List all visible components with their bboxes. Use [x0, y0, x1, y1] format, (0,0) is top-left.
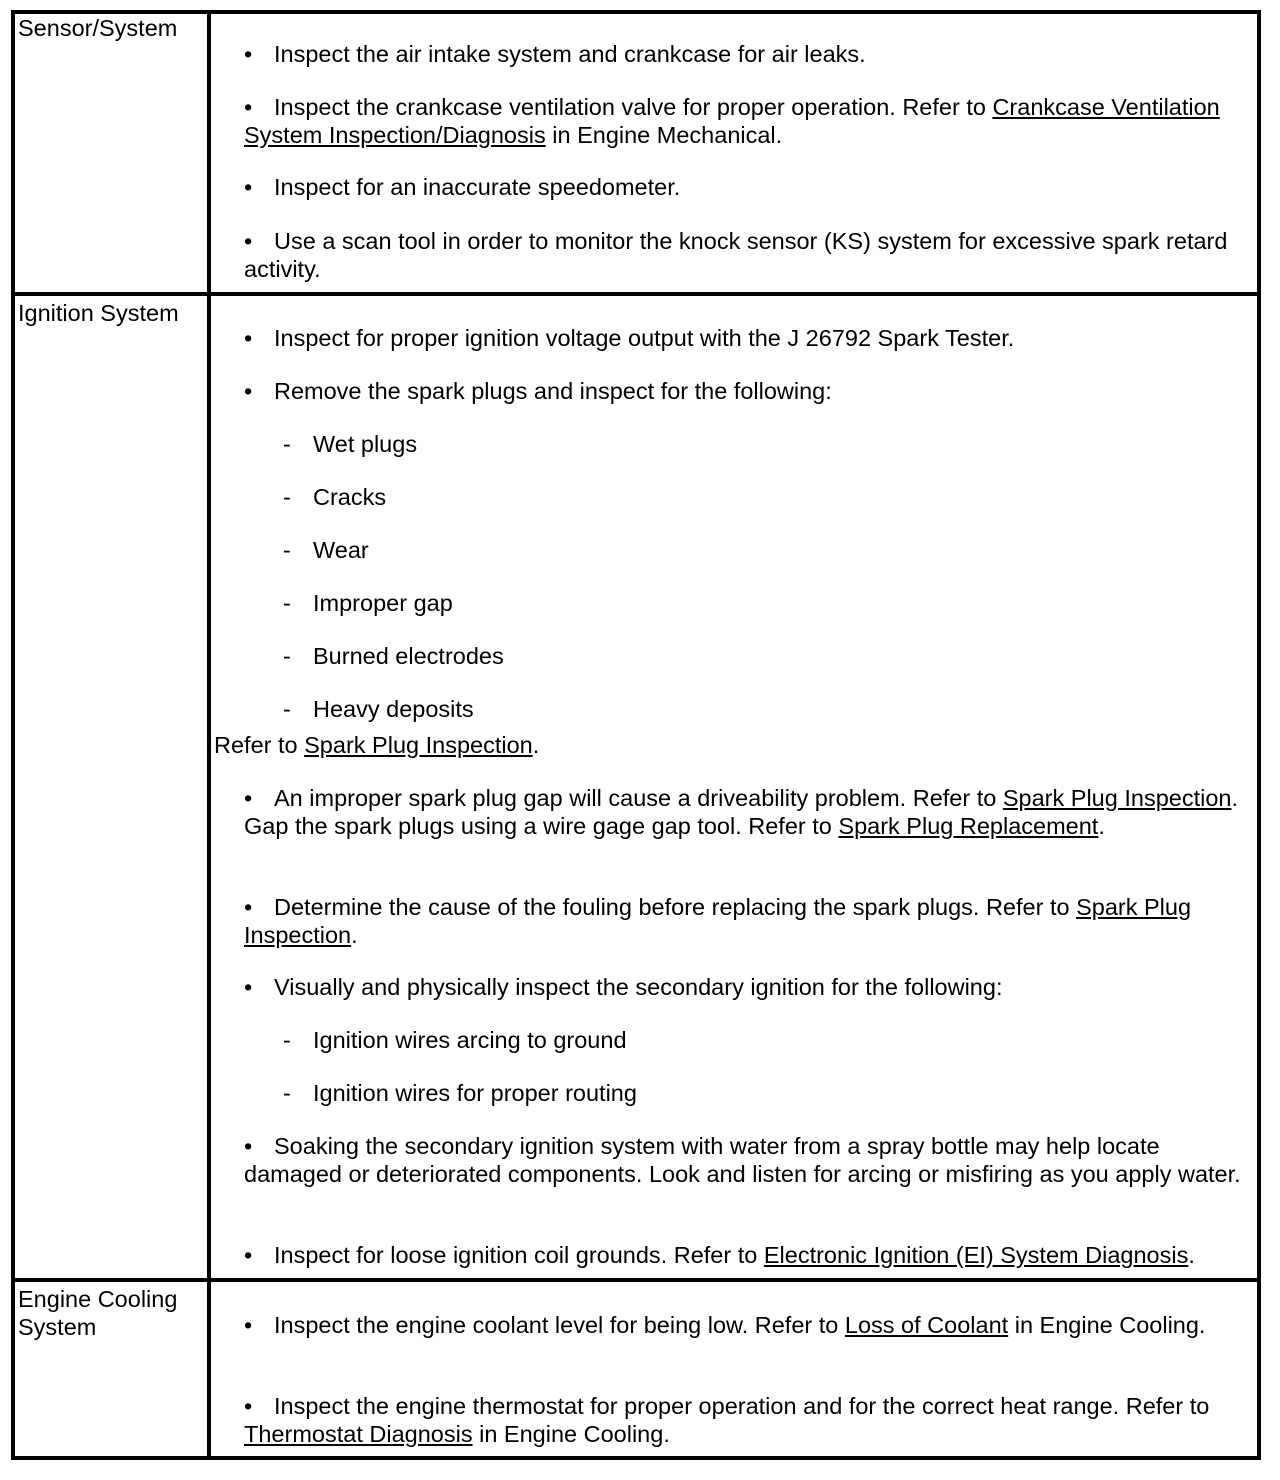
list-item: [244, 893, 1254, 949]
list-item: [244, 784, 1254, 840]
item-text: Determine the cause of the fouling before replacing the spark plugs. Refer to: [274, 894, 1077, 920]
item-text: Inspect the engine coolant level for being low. Refer to: [274, 1312, 845, 1338]
item-text: .: [1188, 1242, 1195, 1268]
dash-mark: -: [283, 431, 291, 457]
bullet-mark: •: [244, 894, 253, 920]
sub-list-item: [283, 483, 1183, 511]
bullet-mark: •: [244, 174, 253, 200]
item-text: Inspect the air intake system and crankcase for air leaks.: [274, 41, 866, 67]
list-item: [244, 1132, 1254, 1188]
link-loss-of-coolant[interactable]: Loss of Coolant: [844, 1312, 1009, 1338]
item-text: Inspect the crankcase ventilation valve for proper operation. Refer to: [274, 94, 993, 120]
list-item: [244, 1241, 1259, 1269]
bullet-mark: •: [244, 41, 253, 67]
list-item: [244, 1392, 1254, 1448]
list-item: [244, 40, 1254, 68]
bullet-mark: •: [244, 1312, 253, 1338]
dash-mark: -: [283, 590, 291, 616]
row-divider-1: [11, 292, 1261, 296]
sub-item-text: Ignition wires for proper routing: [313, 1080, 637, 1106]
link-spark-plug-replacement[interactable]: Spark Plug Replacement: [838, 813, 1099, 839]
link-electronic-ignition-diagnosis[interactable]: Electronic Ignition (EI) System Diagnosis: [763, 1242, 1189, 1268]
sub-list-item: [283, 430, 1183, 458]
row-label-engine-cooling-system: Engine Cooling System: [18, 1286, 178, 1340]
item-text: Inspect for proper ignition voltage output with the J 26792 Spark Tester.: [274, 325, 1015, 351]
sub-item-text: Cracks: [313, 484, 387, 510]
item-text: Inspect the engine thermostat for proper operation and for the correct heat range. Refer to: [274, 1393, 1210, 1419]
sub-list-item: [283, 536, 1183, 564]
sub-list-item: [283, 1026, 1183, 1054]
column-divider: [207, 10, 211, 1460]
note-text: Refer to: [214, 732, 305, 758]
sub-item-text: Improper gap: [313, 590, 453, 616]
sub-list-item: [283, 1079, 1183, 1107]
item-text: in Engine Cooling.: [472, 1421, 670, 1447]
item-text: in Engine Cooling.: [1008, 1312, 1206, 1338]
bullet-mark: •: [244, 1242, 253, 1268]
sub-item-text: Wear: [313, 537, 369, 563]
row-label-ignition-system: Ignition System: [18, 300, 179, 326]
item-text: Inspect for an inaccurate speedometer.: [274, 174, 681, 200]
item-text: .: [351, 922, 358, 948]
dash-mark: -: [283, 643, 291, 669]
table-border-left: [11, 10, 15, 1460]
dash-mark: -: [283, 696, 291, 722]
link-spark-plug-inspection[interactable]: Spark Plug Inspection: [244, 894, 1192, 948]
sub-item-text: Heavy deposits: [313, 696, 474, 722]
item-text: Remove the spark plugs and inspect for the following:: [274, 378, 832, 404]
bullet-mark: •: [244, 94, 253, 120]
bullet-mark: •: [244, 325, 253, 351]
table-border-bottom: [11, 1456, 1261, 1460]
dash-mark: -: [283, 484, 291, 510]
link-spark-plug-inspection[interactable]: Spark Plug Inspection: [1002, 785, 1232, 811]
item-text: .: [1098, 813, 1105, 839]
sub-item-text: Wet plugs: [313, 431, 418, 457]
row-label-sensor-system: Sensor/System: [18, 15, 178, 41]
bullet-mark: •: [244, 378, 253, 404]
bullet-mark: •: [244, 785, 253, 811]
item-text: . Gap the spark plugs using a wire gage gap tool. Refer to: [244, 785, 1238, 839]
bullet-mark: •: [244, 228, 253, 254]
item-text: An improper spark plug gap will cause a driveability problem. Refer to: [274, 785, 1003, 811]
sub-list-item: [283, 589, 1183, 617]
item-text: Inspect for loose ignition coil grounds. Refer to: [274, 1242, 764, 1268]
item-text: in Engine Mechanical.: [545, 122, 783, 148]
item-text: Soaking the secondary ignition system with water from a spray bottle may help locate damaged or deteriorated components. Look and listen for arcing or misfiring as you apply water.: [244, 1133, 1241, 1187]
list-item: [244, 324, 1254, 352]
item-text: Visually and physically inspect the secondary ignition for the following:: [274, 974, 1003, 1000]
refer-note: [214, 731, 1214, 759]
sub-item-text: Ignition wires arcing to ground: [313, 1027, 627, 1053]
row-divider-2: [11, 1278, 1261, 1282]
list-item: [244, 973, 1254, 1001]
list-item: [244, 377, 1254, 405]
link-spark-plug-inspection[interactable]: Spark Plug Inspection: [304, 732, 533, 758]
bullet-mark: •: [244, 1133, 253, 1159]
sub-list-item: [283, 642, 1183, 670]
list-item: [244, 173, 1254, 201]
list-item: [244, 1311, 1254, 1339]
link-thermostat-diagnosis[interactable]: Thermostat Diagnosis: [244, 1421, 473, 1447]
item-text: Use a scan tool in order to monitor the knock sensor (KS) system for excessive spark retard activity.: [244, 228, 1228, 282]
dash-mark: -: [283, 1027, 291, 1053]
dash-mark: -: [283, 537, 291, 563]
list-item: [244, 93, 1254, 149]
note-text: .: [532, 732, 540, 758]
sub-list-item: [283, 695, 1183, 723]
list-item: [244, 227, 1254, 283]
bullet-mark: •: [244, 974, 253, 1000]
dash-mark: -: [283, 1080, 291, 1106]
link-crankcase-ventilation-inspection[interactable]: Crankcase Ventilation System Inspection/Diagnosis: [244, 94, 1220, 148]
bullet-mark: •: [244, 1393, 253, 1419]
sub-item-text: Burned electrodes: [313, 643, 504, 669]
